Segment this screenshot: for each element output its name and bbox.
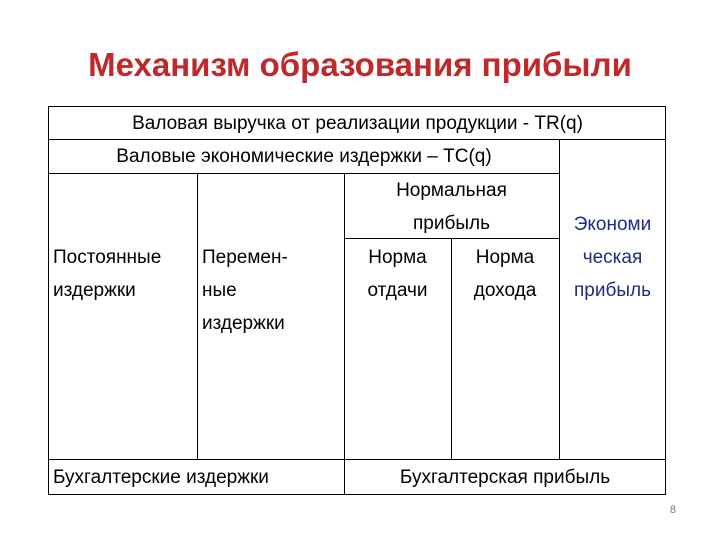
fixed-costs-line1: Постоянные bbox=[53, 247, 162, 268]
page-number: 8 bbox=[669, 504, 676, 516]
variable-costs-line3: издержки bbox=[202, 313, 285, 334]
costs-row: Валовые экономические издержки – TC(q) bbox=[116, 146, 492, 167]
variable-costs-line2: ные bbox=[202, 280, 237, 301]
economic-profit-line3: прибыль bbox=[574, 280, 651, 301]
accounting-costs: Бухгалтерские издержки bbox=[53, 467, 269, 488]
income-rate-line1: Норма bbox=[475, 247, 535, 268]
economic-profit-line1: Экономи bbox=[573, 214, 652, 235]
fixed-costs-line2: издержки bbox=[53, 280, 136, 301]
revenue-row: Валовая выручка от реализации продукции - TR(q) bbox=[132, 113, 583, 134]
income-rate-line2: дохода bbox=[473, 280, 537, 301]
accounting-profit: Бухгалтерская прибыль bbox=[399, 467, 611, 488]
normal-profit-line1: Нормальная bbox=[396, 180, 507, 201]
economic-profit-line2: ческая bbox=[582, 247, 643, 268]
return-rate-line1: Норма bbox=[368, 247, 427, 268]
profit-mechanism-table bbox=[48, 106, 666, 495]
slide-title: Механизм образования прибыли bbox=[88, 46, 632, 83]
normal-profit-line2: прибыль bbox=[413, 213, 490, 234]
return-rate-line2: отдачи bbox=[367, 280, 428, 301]
variable-costs-line1: Перемен- bbox=[202, 247, 288, 268]
line-fixed-variable bbox=[197, 173, 198, 459]
line-above-accounting bbox=[49, 459, 666, 460]
